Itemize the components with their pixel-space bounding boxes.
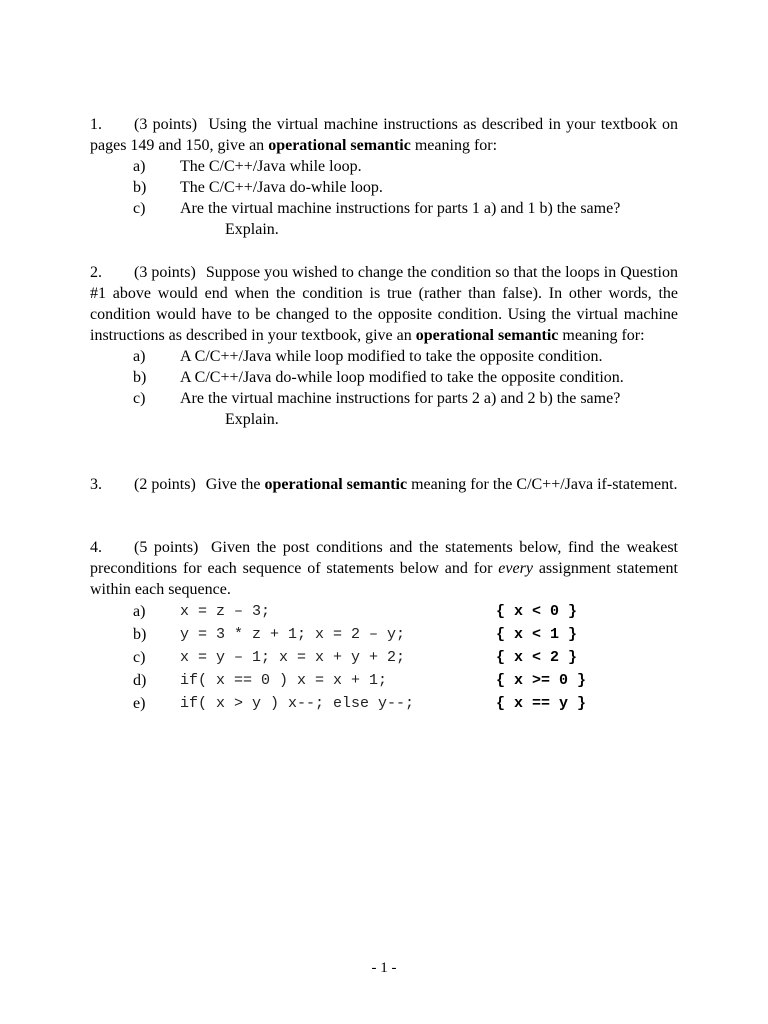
item-text: The C/C++/Java while loop. [180,158,362,175]
postcondition: { x < 1 } [496,626,578,643]
list-item [90,646,678,669]
question-1-text-b: meaning for: [414,137,498,154]
code-statement: if( x == 0 ) x = x + 1; [180,672,388,689]
list-item [90,388,678,409]
question-4-text-b: assignment statement within each sequence. [90,560,678,598]
item-label: b) [133,626,147,643]
question-3-points: (2 points) [134,476,196,493]
item-label: c) [133,200,146,217]
list-item [90,198,678,219]
code-statement: if( x > y ) x--; else y--; [180,695,415,712]
question-3-prompt [90,474,678,495]
question-2-text-a: Suppose you wished to change the condition so that the loops in Question #1 above would end when the condition is true (rather than false). In other words, the condition would have to be changed to the opposite condition. Using the virtual machine instructions as described in your textbook, give an [90,264,679,344]
question-3-text-b: meaning for the C/C++/Java if-statement. [411,476,678,493]
explain-text: Explain. [225,221,279,238]
question-4-text-a: Given the post conditions and the statements below, find the weakest preconditions for each sequence of statements below and for [90,539,678,577]
explain-line [90,409,678,430]
item-text: The C/C++/Java do-while loop. [180,179,383,196]
question-2-text-b: meaning for: [562,327,645,344]
item-text: A C/C++/Java while loop modified to take the opposite condition. [180,348,603,365]
question-4-items [90,600,678,715]
item-label: a) [133,348,146,365]
item-label: c) [133,649,146,666]
question-2-items [90,346,678,430]
item-label: a) [133,603,146,620]
code-statement: x = y – 1; x = x + y + 2; [180,649,406,666]
code-statement: y = 3 * z + 1; x = 2 – y; [180,626,406,643]
question-2-number: 2. [90,264,102,281]
question-1 [90,114,678,240]
question-2-bold-term: operational semantic [415,327,559,344]
question-2-prompt [90,262,678,346]
explain-text: Explain. [225,411,279,428]
list-item [90,177,678,198]
item-label: b) [133,369,147,386]
question-1-points: (3 points) [134,116,198,133]
postcondition: { x >= 0 } [496,672,587,689]
question-4 [90,537,678,715]
question-4-points: (5 points) [134,539,199,556]
item-text: Are the virtual machine instructions for parts 2 a) and 2 b) the same? [180,390,621,407]
item-text: Are the virtual machine instructions for parts 1 a) and 1 b) the same? [180,200,621,217]
list-item [90,692,678,715]
item-label: d) [133,672,147,689]
question-3-bold-term: operational semantic [264,476,408,493]
question-4-italic-term: every [498,560,533,577]
list-item [90,346,678,367]
question-1-items [90,156,678,240]
postcondition: { x < 2 } [496,649,578,666]
question-4-prompt [90,537,678,600]
explain-line [90,219,678,240]
code-statement: x = z – 3; [180,603,271,620]
item-label: c) [133,390,146,407]
postcondition: { x < 0 } [496,603,578,620]
list-item [90,367,678,388]
question-3-number: 3. [90,476,102,493]
postcondition: { x == y } [496,695,587,712]
question-1-prompt [90,114,678,156]
question-1-text-a: Using the virtual machine instructions as described in your textbook on pages 149 and 150, give an [90,116,679,154]
list-item [90,600,678,623]
page-number: - 1 - [371,960,397,976]
item-label: a) [133,158,146,175]
list-item [90,669,678,692]
question-3-text-a: Give the [205,476,261,493]
item-label: b) [133,179,147,196]
list-item [90,156,678,177]
question-2 [90,262,678,430]
item-text: A C/C++/Java do-while loop modified to take the opposite condition. [180,369,624,386]
question-1-number: 1. [90,116,102,133]
question-3 [90,474,678,495]
question-1-bold-term: operational semantic [268,137,411,154]
item-label: e) [133,695,146,712]
list-item [90,623,678,646]
question-4-number: 4. [90,539,102,556]
question-2-points: (3 points) [134,264,196,281]
